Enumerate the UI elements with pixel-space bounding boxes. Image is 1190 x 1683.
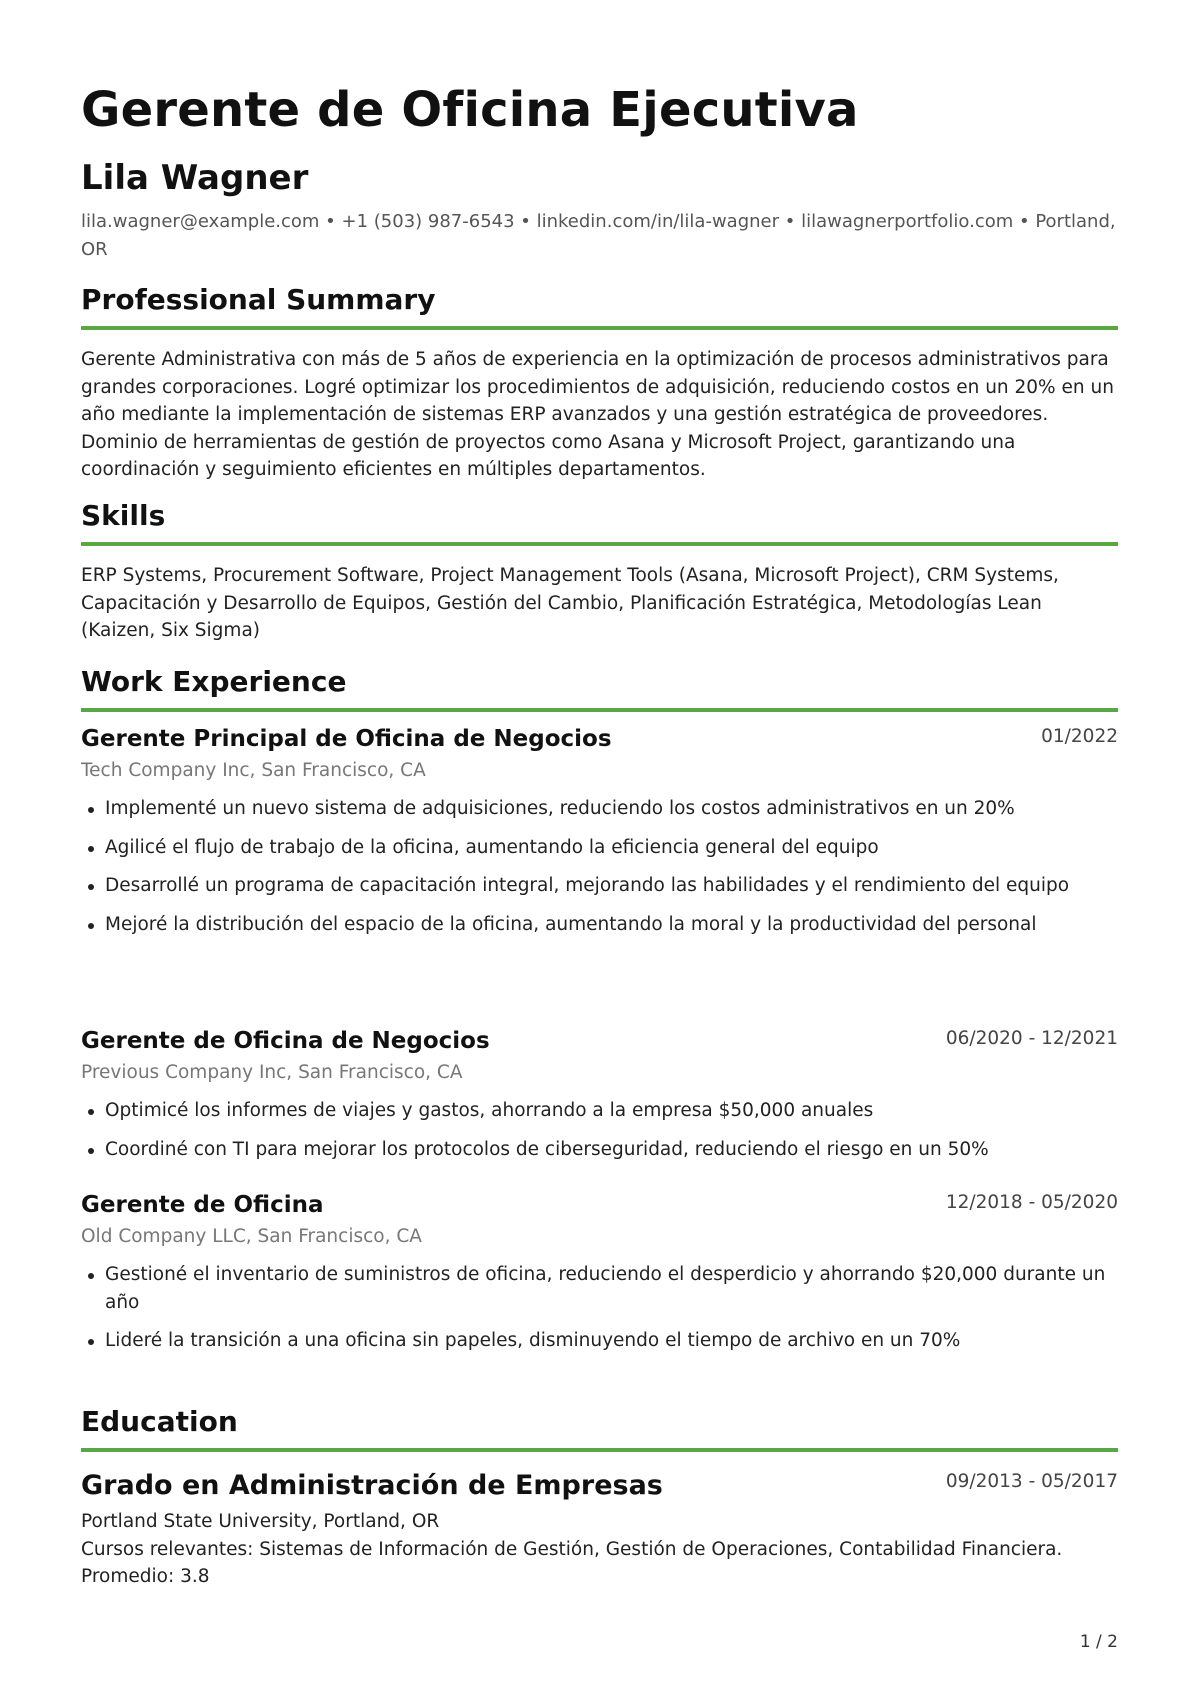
bullet-item bbox=[81, 834, 1118, 862]
bullet-icon bbox=[88, 846, 94, 852]
job-entry bbox=[81, 1189, 1118, 1366]
page-number: 1 / 2 bbox=[1079, 1632, 1118, 1652]
summary-text: Gerente Administrativa con más de 5 años de experiencia en la optimización de procesos administrativos para grandes corporaciones. Logré optimizar los procedimientos de adquisición, reduciendo costos en un 20% en un año mediante la implementación de sistemas ERP avanzados y una gestión estratégica de proveedores. Dominio de herramientas de gestión de proyectos como Asana y Microsoft Project, garantizando una coordinación y seguimiento eficientes en múltiples departamentos. bbox=[81, 349, 1114, 480]
bullet-item bbox=[81, 1136, 1118, 1164]
bullet-item bbox=[81, 911, 1118, 939]
bullet-icon bbox=[88, 1109, 94, 1115]
resume-title: Gerente de Oficina Ejecutiva bbox=[81, 82, 859, 138]
skills-text: ERP Systems, Procurement Software, Project Management Tools (Asana, Microsoft Project), CRM Systems, Capacitación y Desarrollo de Equipos, Gestión del Cambio, Planificación Estratégica, Metodologías Lean (Kaizen, Six Sigma) bbox=[81, 565, 1059, 641]
section-heading-experience: Work Experience bbox=[81, 664, 1118, 712]
bullet-text: Implementé un nuevo sistema de adquisiciones, reduciendo los costos administrativos en un 20% bbox=[105, 798, 1015, 819]
bullet-text: Lideré la transición a una oficina sin papeles, disminuyendo el tiempo de archivo en un 70% bbox=[105, 1330, 961, 1351]
bullet-item bbox=[81, 1261, 1118, 1316]
bullet-icon bbox=[88, 1339, 94, 1345]
job-bullets bbox=[81, 1097, 1118, 1163]
bullet-icon bbox=[88, 1273, 94, 1279]
experience-section bbox=[81, 664, 1118, 712]
bullet-icon bbox=[88, 923, 94, 929]
bullet-text: Mejoré la distribución del espacio de la oficina, aumentando la moral y la productividad del personal bbox=[105, 913, 1037, 935]
education-section bbox=[81, 1404, 1118, 1452]
bullet-item bbox=[81, 795, 1118, 823]
bullet-text: Agilicé el flujo de trabajo de la oficina, aumentando la eficiencia general del equipo bbox=[105, 836, 879, 858]
job-bullets bbox=[81, 795, 1118, 938]
education-header bbox=[81, 1468, 1118, 1504]
job-entry bbox=[81, 723, 1118, 949]
education-entry bbox=[81, 1468, 1118, 1591]
job-title: Gerente de Oficina bbox=[81, 1192, 324, 1218]
bullet-item bbox=[81, 1327, 1118, 1355]
education-courses: Cursos relevantes: Sistemas de Información de Gestión, Gestión de Operaciones, Contabilidad Financiera. bbox=[81, 1538, 1063, 1560]
job-company: Old Company LLC, San Francisco, CA bbox=[81, 1226, 422, 1247]
bullet-item bbox=[81, 1097, 1118, 1125]
education-degree: Grado en Administración de Empresas bbox=[81, 1470, 663, 1501]
section-heading-skills: Skills bbox=[81, 498, 1118, 546]
job-header bbox=[81, 723, 1118, 755]
job-bullets bbox=[81, 1261, 1118, 1355]
job-entry bbox=[81, 1025, 1118, 1174]
contact-info: lila.wagner@example.com • +1 (503) 987-6543 • linkedin.com/in/lila-wagner • lilawagnerportfolio.com • Portland, OR bbox=[81, 211, 1116, 260]
bullet-icon bbox=[88, 807, 94, 813]
section-heading-education: Education bbox=[81, 1404, 1118, 1452]
bullet-text: Gestioné el inventario de suministros de oficina, reduciendo el desperdicio y ahorrando $20,000 durante un año bbox=[105, 1264, 1106, 1313]
job-date: 01/2022 bbox=[1041, 726, 1118, 747]
bullet-item bbox=[81, 872, 1118, 900]
job-header bbox=[81, 1025, 1118, 1057]
job-title: Gerente de Oficina de Negocios bbox=[81, 1028, 490, 1054]
job-date: 06/2020 - 12/2021 bbox=[945, 1028, 1118, 1049]
skills-section bbox=[81, 498, 1118, 645]
job-date: 12/2018 - 05/2020 bbox=[945, 1192, 1118, 1213]
education-school: Portland State University, Portland, OR bbox=[81, 1511, 440, 1532]
job-company: Previous Company Inc, San Francisco, CA bbox=[81, 1062, 463, 1083]
bullet-text: Optimicé los informes de viajes y gastos, ahorrando a la empresa $50,000 anuales bbox=[105, 1100, 874, 1121]
bullet-text: Coordiné con TI para mejorar los protocolos de ciberseguridad, reduciendo el riesgo en un 50% bbox=[105, 1138, 989, 1160]
job-company: Tech Company Inc, San Francisco, CA bbox=[81, 760, 426, 781]
section-heading-summary: Professional Summary bbox=[81, 282, 1118, 330]
summary-section bbox=[81, 282, 1118, 484]
person-name: Lila Wagner bbox=[81, 158, 309, 198]
job-header bbox=[81, 1189, 1118, 1221]
bullet-icon bbox=[88, 1148, 94, 1154]
bullet-text: Desarrollé un programa de capacitación integral, mejorando las habilidades y el rendimiento del equipo bbox=[105, 875, 1070, 896]
bullet-icon bbox=[88, 884, 94, 890]
education-gpa: Promedio: 3.8 bbox=[81, 1566, 210, 1587]
education-date: 09/2013 - 05/2017 bbox=[945, 1471, 1118, 1492]
job-title: Gerente Principal de Oficina de Negocios bbox=[81, 726, 612, 752]
